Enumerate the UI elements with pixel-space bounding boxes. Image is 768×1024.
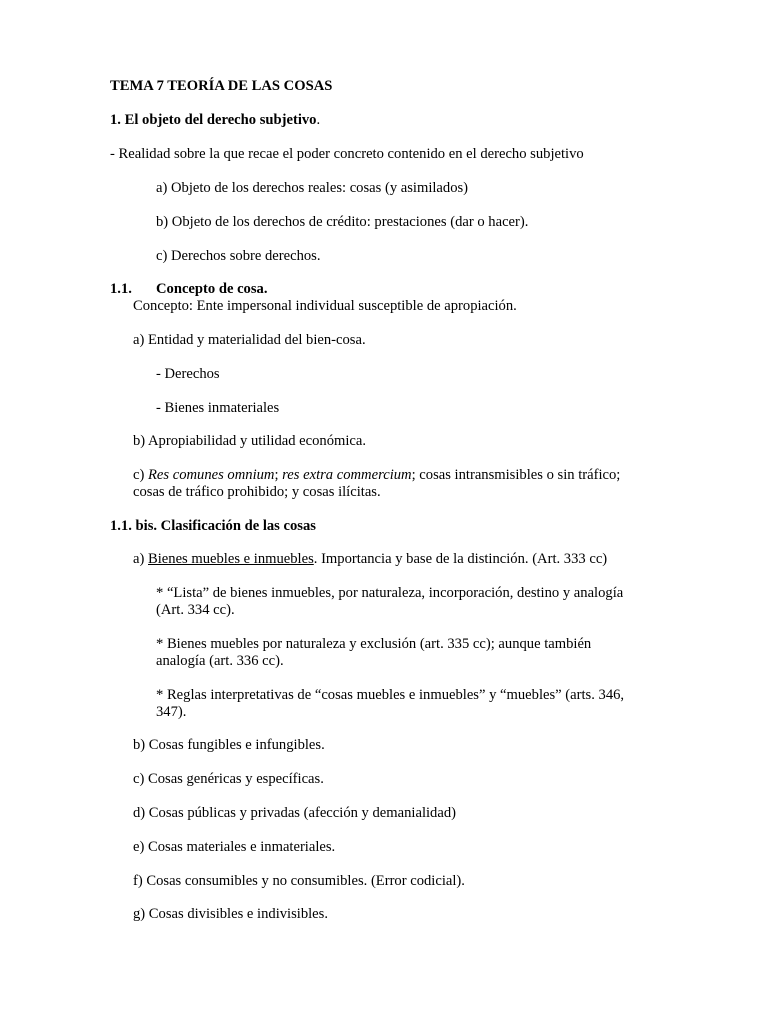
section-1-item-a: a) Objeto de los derechos reales: cosas (y asimilados)	[156, 180, 469, 196]
classification-item-g: g) Cosas divisibles e indivisibles.	[133, 906, 328, 922]
section-1-intro: - Realidad sobre la que recae el poder concreto contenido en el derecho subjetivo	[110, 146, 584, 162]
section-1-1-number: 1.1.	[110, 281, 132, 297]
note-1-line2: (Art. 334 cc).	[156, 602, 235, 618]
section-1-1-item-b: b) Apropiabilidad y utilidad económica.	[133, 433, 367, 449]
section-1-1-heading: Concepto de cosa.	[156, 281, 268, 297]
section-1-heading	[110, 112, 320, 129]
section-1-heading-text: 1. El objeto del derecho subjetivo	[110, 112, 317, 128]
section-1-item-c: c) Derechos sobre derechos.	[156, 248, 321, 264]
section-1-1-item-c-line1	[133, 467, 620, 484]
section-1-1-subitem-bienes: - Bienes inmateriales	[156, 400, 280, 416]
section-1-1-item-a: a) Entidad y materialidad del bien-cosa.	[133, 332, 366, 348]
note-3-line1: * Reglas interpretativas de “cosas muebles e inmuebles” y “muebles” (arts. 346,	[156, 687, 625, 703]
classification-item-e: e) Cosas materiales e inmateriales.	[133, 839, 336, 855]
classification-item-a-rest: . Importancia y base de la distinción. (Art. 333 cc)	[313, 551, 608, 567]
item-c-italic-res-comunes: Res comunes omnium	[148, 467, 275, 483]
classification-item-a	[133, 551, 607, 568]
item-c-rest: ; cosas intransmisibles o sin tráfico;	[411, 467, 621, 483]
note-3-line2: 347).	[156, 704, 187, 720]
classification-item-b: b) Cosas fungibles e infungibles.	[133, 737, 325, 753]
classification-item-d: d) Cosas públicas y privadas (afección y demanialidad)	[133, 805, 456, 821]
classification-item-a-underlined: Bienes muebles e inmuebles	[148, 551, 314, 567]
note-2-line2: analogía (art. 336 cc).	[156, 653, 284, 669]
section-1-1-concept: Concepto: Ente impersonal individual susceptible de apropiación.	[133, 298, 517, 314]
note-2-line1: * Bienes muebles por naturaleza y exclusión (art. 335 cc); aunque también	[156, 636, 592, 652]
item-c-italic-res-extra: res extra commercium	[282, 467, 412, 483]
section-1-1-subitem-derechos: - Derechos	[156, 366, 220, 382]
note-1-line1: * “Lista” de bienes inmuebles, por naturaleza, incorporación, destino y analogía	[156, 585, 624, 601]
section-1-item-b: b) Objeto de los derechos de crédito: prestaciones (dar o hacer).	[156, 214, 529, 230]
item-c-prefix: c)	[133, 467, 148, 483]
item-c-separator: ;	[274, 467, 283, 483]
classification-item-a-prefix: a)	[133, 551, 148, 567]
classification-item-f: f) Cosas consumibles y no consumibles. (Error codicial).	[133, 873, 465, 889]
section-1-1-bis-heading: 1.1. bis. Clasificación de las cosas	[110, 518, 316, 534]
section-1-heading-dot: .	[316, 112, 321, 128]
document-title: TEMA 7 TEORÍA DE LAS COSAS	[110, 78, 333, 94]
section-1-1-item-c-line2: cosas de tráfico prohibido; y cosas ilícitas.	[133, 484, 381, 500]
classification-item-c: c) Cosas genéricas y específicas.	[133, 771, 324, 787]
